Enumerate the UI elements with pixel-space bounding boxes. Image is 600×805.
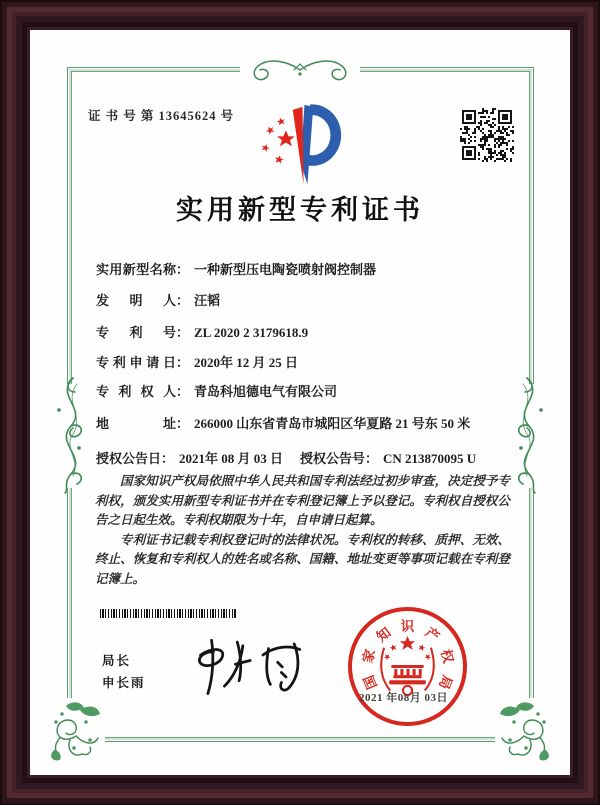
qr-code — [460, 108, 514, 162]
field-row — [96, 259, 516, 278]
field-value: ZL 2020 2 3179618.9 — [194, 325, 309, 340]
field-label: 专利权人 — [96, 384, 176, 399]
right-vine-ornament — [511, 376, 553, 494]
bottom-left-floral-ornament — [46, 700, 102, 762]
grant-no: CN 213870095 U — [383, 451, 477, 466]
colon: ： — [161, 451, 175, 466]
field-label: 专利申请日 — [96, 355, 176, 370]
seal-char: 产 — [421, 624, 442, 645]
colon: ： — [176, 384, 190, 399]
paragraph: 专利证书记载专利权登记时的法律状况。专利权的转移、质押、无效、终止、恢复和专利权人的姓名或名称、国籍、地址变更等事项记载在专利登记簿上。 — [95, 532, 510, 586]
seal-char: 识 — [400, 618, 415, 634]
commissioner-signature — [184, 634, 308, 698]
bottom-right-floral-ornament — [498, 700, 554, 762]
grant-date: 2021年 08 月 03 日 — [179, 451, 284, 466]
seal-char: 权 — [437, 647, 456, 665]
top-swirl-ornament — [238, 56, 362, 86]
legal-text — [95, 472, 510, 589]
cnipa-official-seal — [348, 607, 467, 726]
certificate-number: 证 书 号 第 13645624 号 — [88, 109, 235, 123]
field-value: 青岛科旭德电气有限公司 — [194, 384, 338, 399]
grant-row — [96, 448, 516, 467]
cnipa-logo-icon — [256, 102, 352, 188]
colon: ： — [176, 293, 190, 308]
paragraph: 国家知识产权局依照中华人民共和国专利法经过初步审查，决定授予专利权，颁发实用新型专利证书并在专利登记簿上予以登记。专利权自授权公告之日起生效。专利权期限为十年，自申请日起算。 — [95, 474, 510, 527]
barcode — [100, 609, 237, 618]
left-vine-ornament — [47, 376, 89, 494]
field-value: 一种新型压电陶瓷喷射阀控制器 — [194, 262, 377, 277]
colon: ： — [176, 325, 190, 340]
seal-char: 知 — [373, 624, 394, 645]
field-label: 地址 — [96, 416, 176, 431]
grant-no-label: 授权公告号 — [300, 451, 366, 466]
grant-date-label: 授权公告日 — [96, 451, 162, 466]
field-row — [96, 381, 516, 400]
field-value: 2020年 12 月 25 日 — [194, 355, 299, 370]
seal-char: 家 — [359, 647, 378, 665]
seal-date: 2021 年08月 03日 — [359, 692, 448, 704]
field-row — [96, 322, 516, 341]
seal-char: 国 — [360, 672, 380, 691]
field-value: 汪韬 — [194, 293, 221, 308]
field-row — [96, 413, 516, 432]
field-row — [96, 290, 516, 309]
commissioner-name: 申长雨 — [102, 676, 146, 690]
field-label: 专利号 — [96, 325, 176, 340]
colon: ： — [176, 262, 190, 277]
field-label: 实用新型名称 — [96, 262, 176, 277]
colon: ： — [176, 416, 190, 431]
colon: ： — [176, 355, 190, 370]
certificate-title: 实用新型专利证书 — [176, 195, 424, 225]
colon: ： — [365, 451, 379, 466]
field-row — [96, 352, 516, 371]
seal-char: 局 — [435, 672, 455, 691]
field-label: 发明人 — [96, 293, 176, 308]
field-value: 266000 山东省青岛市城阳区华夏路 21 号东 50 米 — [194, 416, 471, 431]
commissioner-title: 局长 — [102, 654, 132, 668]
